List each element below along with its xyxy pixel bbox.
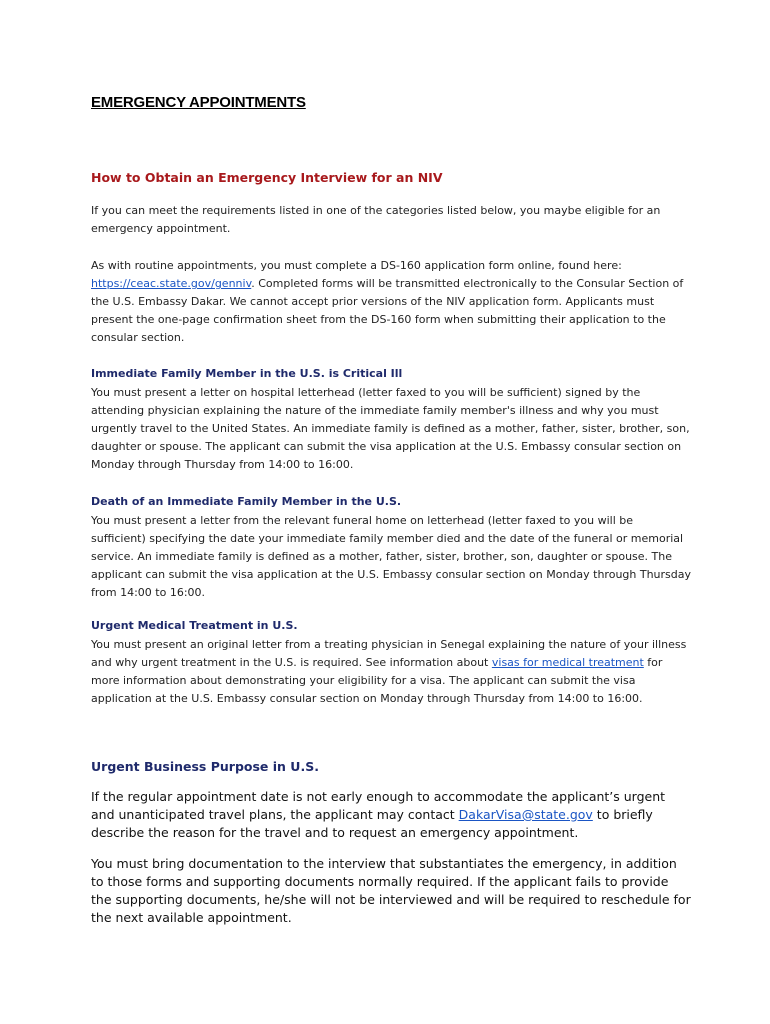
- medical-text-after: for more information about demonstrating your eligibility for a visa. The applicant can submit the visa application at the U.S. Embassy consular section on Monday through Thursday from 14:00 to 16:00.: [91, 656, 663, 706]
- section-text-medical: [91, 636, 691, 708]
- business-paragraph-1: [91, 788, 691, 842]
- section-text-death: You must present a letter from the relevant funeral home on letterhead (letter faxed to you will be sufficient) specifying the date your immediate family member died and the date of the funeral or memorial service. An immediate family is defined as a mother, father, sister, brother, son, daughter or spouse. The applicant can submit the visa application at the U.S. Embassy consular section on Monday through Thursday from 14:00 to 16:00.: [91, 514, 692, 600]
- ds160-paragraph: [91, 257, 691, 347]
- ds160-text-after: . Completed forms will be transmitted electronically to the Consular Section of the U.S. Embassy Dakar. We cannot accept prior versions of the NIV application form. Applicants must present the one-page confirmation sheet from the DS-160 form when submitting their application to the consular section.: [91, 277, 684, 345]
- business-text-before: If the regular appointment date is not early enough to accommodate the applicant’s urgent and unanticipated travel plans, the applicant may contact: [91, 789, 666, 822]
- ds160-text-before: As with routine appointments, you must complete a DS-160 application form online, found here:: [91, 259, 622, 272]
- medical-visa-link[interactable]: visas for medical treatment: [491, 656, 644, 670]
- dakar-visa-email-link[interactable]: DakarVisa@state.gov: [458, 807, 593, 822]
- section-heading-death: Death of an Immediate Family Member in the U.S.: [91, 495, 402, 508]
- medical-text-before: You must present an original letter from a treating physician in Senegal explaining the nature of your illness and why urgent treatment in the U.S. is required. See information about: [91, 638, 687, 670]
- intro-paragraph: If you can meet the requirements listed in one of the categories listed below, you maybe eligible for an emergency appointment.: [91, 204, 661, 236]
- niv-heading: How to Obtain an Emergency Interview for an NIV: [91, 170, 443, 185]
- business-heading: Urgent Business Purpose in U.S.: [91, 759, 319, 774]
- ceac-link[interactable]: https://ceac.state.gov/genniv: [91, 277, 252, 291]
- business-text-after: to briefly describe the reason for the travel and to request an emergency appointment.: [91, 807, 653, 840]
- section-heading-critical-ill: Immediate Family Member in the U.S. is Critical Ill: [91, 367, 403, 380]
- section-heading-medical: Urgent Medical Treatment in U.S.: [91, 619, 298, 632]
- page-title: EMERGENCY APPOINTMENTS: [91, 94, 306, 111]
- section-text-critical-ill: You must present a letter on hospital letterhead (letter faxed to you will be sufficient) signed by the attending physician explaining the nature of the immediate family member's illness and why you must urgently travel to the United States. An immediate family is defined as a mother, father, sister, brother, son, daughter or spouse. The applicant can submit the visa application at the U.S. Embassy consular section on Monday through Thursday from 14:00 to 16:00.: [91, 386, 690, 472]
- business-paragraph-2: You must bring documentation to the interview that substantiates the emergency, in addition to those forms and supporting documents normally required. If the applicant fails to provide the supporting documents, he/she will not be interviewed and will be required to reschedule for the next available appointment.: [91, 856, 691, 925]
